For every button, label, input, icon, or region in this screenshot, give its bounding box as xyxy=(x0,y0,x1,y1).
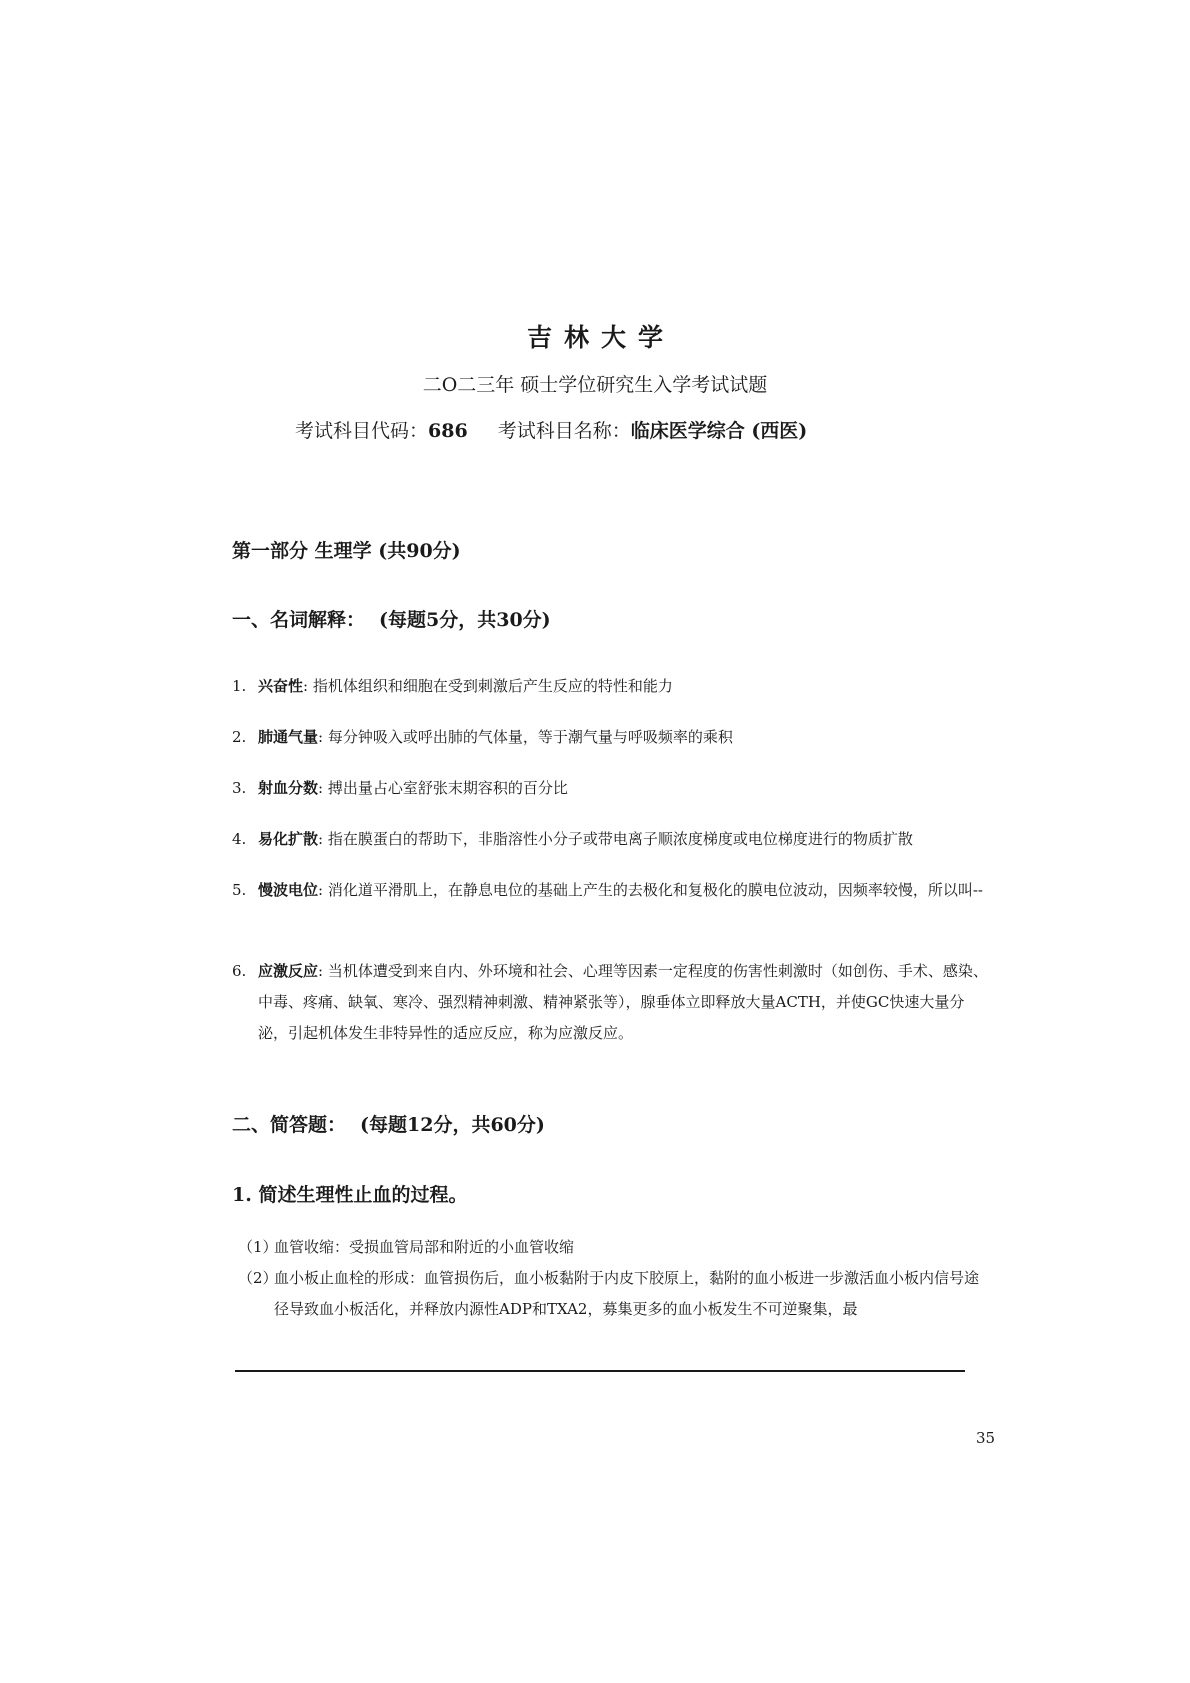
term-definition: : 搏出量占心室舒张末期容积的百分比 xyxy=(318,779,568,797)
subject-name-value: 临床医学综合 (西医) xyxy=(630,420,808,442)
term-definition: : 当机体遭受到来自内、外环境和社会、心理等因素一定程度的伤害性刺激时（如创伤、手术、感染、中毒、疼痛、缺氧、寒冷、强烈精神刺激、精神紧张等），腺垂体立即释放大量ACTH，并使GC快速大量分泌，引起机体发生非特异性的适应反应，称为应激反应。 xyxy=(258,962,988,1042)
answer-mark: （1） xyxy=(238,1238,278,1256)
term-definition: : 指机体组织和细胞在受到刺激后产生反应的特性和能力 xyxy=(303,677,673,695)
item-number: 6. xyxy=(232,962,247,980)
term-item xyxy=(232,824,992,855)
university-title: 吉林大学 xyxy=(526,323,675,352)
answer-text: 血小板止血栓的形成：血管损伤后，血小板黏附于内皮下胶原上，黏附的血小板进一步激活血小板内信号途径导致血小板活化，并释放内源性ADP和TXA2，募集更多的血小板发生不可逆聚集，最 xyxy=(274,1269,980,1318)
part-heading: 第一部分 生理学 (共90分) xyxy=(232,540,461,562)
section-points: (每题5分，共30分) xyxy=(379,609,551,631)
section-points: (每题12分，共60分) xyxy=(360,1114,545,1136)
term-item xyxy=(232,722,992,753)
section-title: 一、名词解释： xyxy=(232,609,366,631)
footer-divider xyxy=(235,1370,965,1372)
term-item xyxy=(232,875,992,906)
term-definition: : 指在膜蛋白的帮助下，非脂溶性小分子或带电离子顺浓度梯度或电位梯度进行的物质扩散 xyxy=(318,830,913,848)
term-item xyxy=(232,671,992,702)
term-name: 兴奋性 xyxy=(258,677,304,695)
term-name: 应激反应 xyxy=(258,962,319,980)
item-number: 3. xyxy=(232,779,247,797)
term-name: 慢波电位 xyxy=(258,881,319,899)
answer-point xyxy=(238,1232,990,1263)
section-heading-terms xyxy=(232,605,551,632)
term-name: 射血分数 xyxy=(258,779,319,797)
term-item xyxy=(232,773,992,804)
item-number: 1. xyxy=(232,677,247,695)
subject-name-label: 考试科目名称： xyxy=(497,420,631,442)
term-name: 易化扩散 xyxy=(258,830,319,848)
subject-code-label: 考试科目代码： xyxy=(295,420,429,442)
item-number: 2. xyxy=(232,728,247,746)
item-number: 5. xyxy=(232,881,247,899)
page-number: 35 xyxy=(976,1429,996,1447)
term-definition: : 消化道平滑肌上，在静息电位的基础上产生的去极化和复极化的膜电位波动，因频率较慢，所以叫-- xyxy=(318,881,983,899)
section-title: 二、简答题： xyxy=(232,1114,347,1136)
term-definition: : 每分钟吸入或呼出肺的气体量，等于潮气量与呼吸频率的乘积 xyxy=(318,728,733,746)
answer-text: 血管收缩：受损血管局部和附近的小血管收缩 xyxy=(274,1238,575,1256)
subject-line xyxy=(295,416,807,443)
term-name: 肺通气量 xyxy=(258,728,319,746)
item-number: 4. xyxy=(232,830,247,848)
answer-mark: （2） xyxy=(238,1269,278,1287)
section-heading-short-answer xyxy=(232,1110,545,1137)
question-title: 1. 简述生理性止血的过程。 xyxy=(232,1184,468,1206)
answer-point xyxy=(238,1263,990,1325)
term-item xyxy=(232,956,992,1049)
exam-title: 二O二三年 硕士学位研究生入学考试试题 xyxy=(422,374,768,396)
subject-code-value: 686 xyxy=(428,420,468,442)
